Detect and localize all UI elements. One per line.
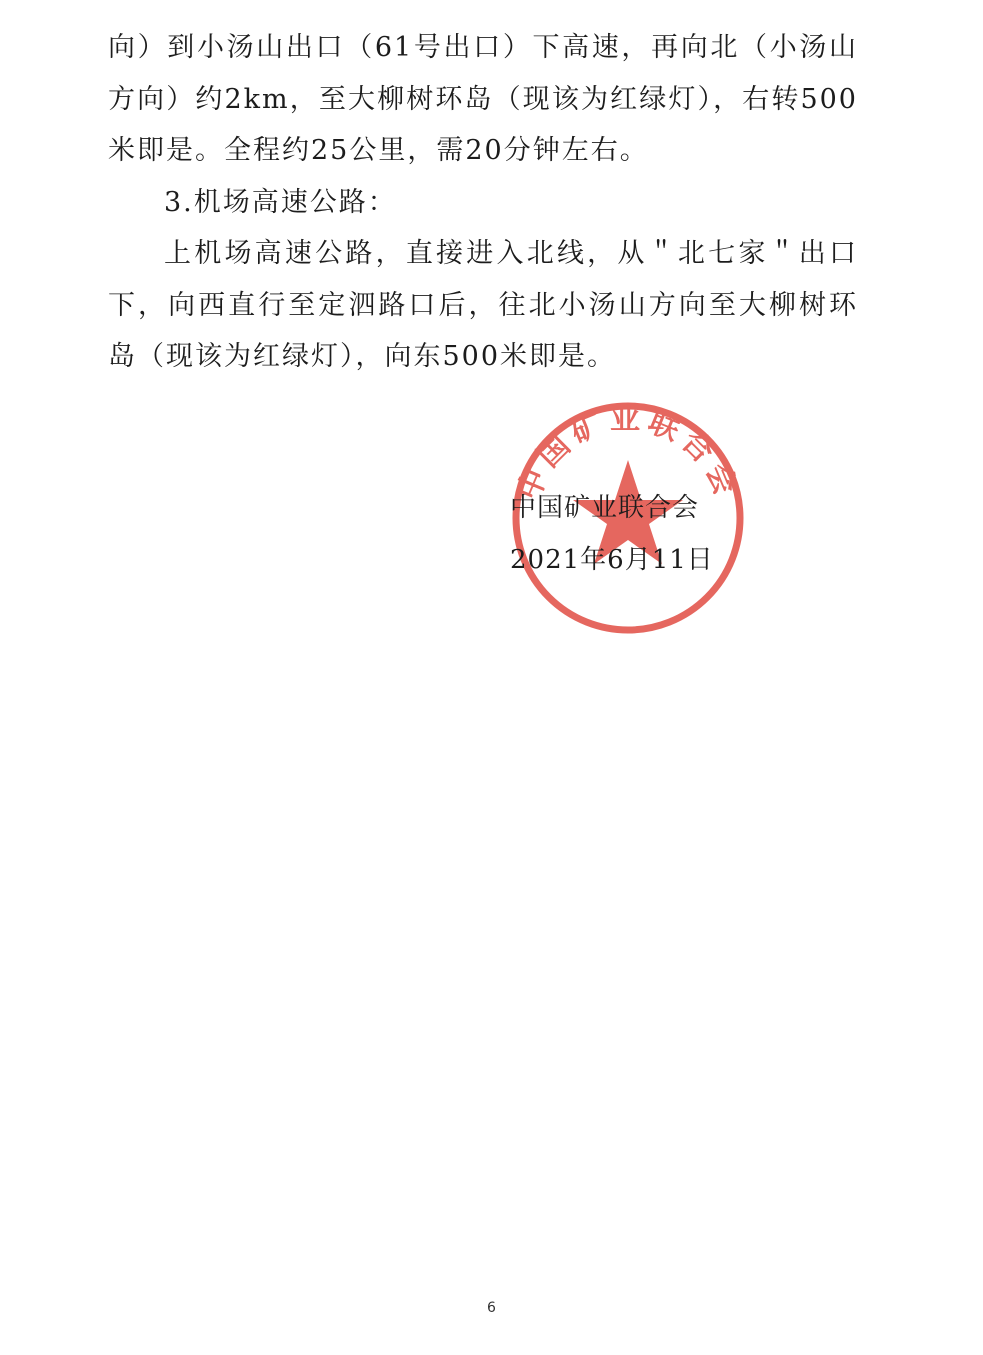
signature-date: 2021年6月11日 [510,545,714,575]
page-number: 6 [487,1300,496,1316]
body-line: 向）到小汤山出口（61号出口）下高速，再向北（小汤山 [108,32,858,63]
section-heading: 3.机场高速公路： [164,186,397,218]
body-line: 米即是。全程约25公里，需20分钟左右。 [108,135,649,166]
body-line: 下，向西直行至定泗路口后，往北小汤山方向至大柳树环 [108,289,858,321]
signature-block [510,482,714,586]
seal-text: 中国矿业联合会 [511,402,745,506]
body-text [108,22,858,383]
body-line: 岛（现该为红绿灯），向东500米即是。 [108,341,617,372]
body-line: 上机场高速公路，直接进入北线，从＂北七家＂出口 [164,238,858,269]
body-line: 方向）约2km，至大柳树环岛（现该为红绿灯），右转500 [108,83,858,115]
signature-organization: 中国矿业联合会 [510,493,700,523]
